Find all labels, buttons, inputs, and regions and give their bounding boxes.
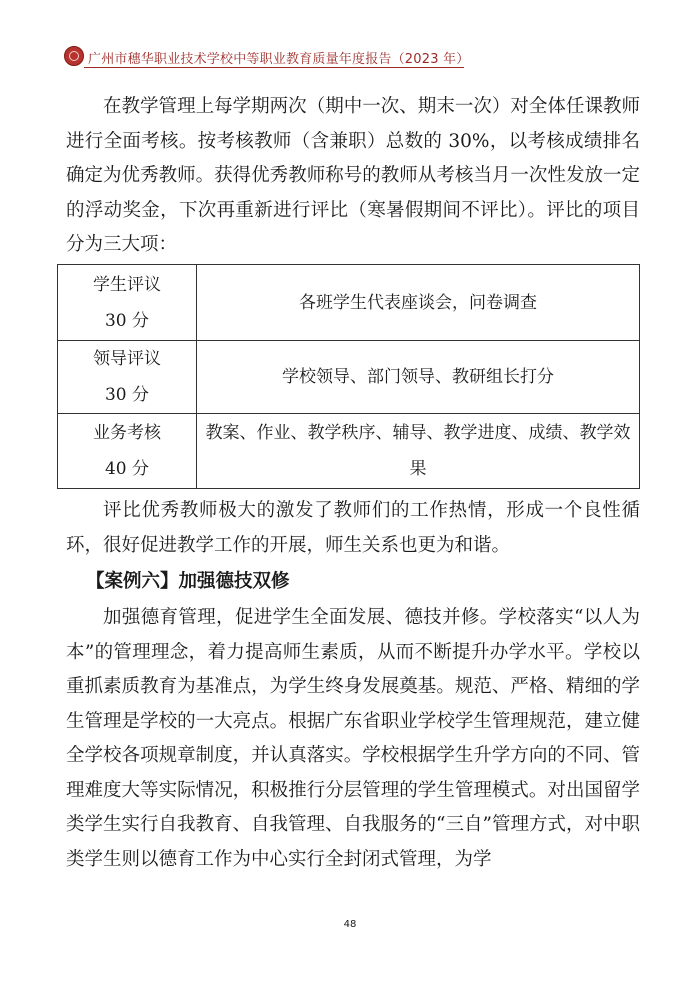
table-item-score: 40 分 xyxy=(104,459,150,479)
table-content-cell: 教案、作业、教学秩序、辅导、教学进度、成绩、教学效果 xyxy=(197,414,640,489)
paragraph-teaching-evaluation: 在教学管理上每学期两次（期中一次、期末一次）对全体任课教师进行全面考核。按考核教师（含兼职）总数的 30%，以考核成绩排名确定为优秀教师。获得优秀教师称号的教师从考核当月一次性发放一定的浮动奖金，下次再重新进行评比（寒暑假期间不评比）。评比的项目分为三大项： xyxy=(66,96,640,255)
table-item-cell xyxy=(58,341,197,414)
table-item-score: 30 分 xyxy=(104,310,150,331)
table-item-name: 领导评议 xyxy=(93,349,161,369)
header-title: 广州市穗华职业技术学校中等职业教育质量年度报告（2023 年） xyxy=(88,52,470,67)
table-item-cell xyxy=(58,265,197,341)
table-row xyxy=(58,265,640,341)
evaluation-table xyxy=(57,264,640,489)
case-title: 【案例六】加强德技双修 xyxy=(86,571,290,592)
table-row xyxy=(58,341,640,414)
table-item-cell xyxy=(58,414,197,489)
paragraph-moral-education: 加强德育管理，促进学生全面发展、德技并修。学校落实“以人为本”的管理理念，着力提高师生素质，从而不断提升办学水平。学校以重抓素质教育为基准点，为学生终身发展奠基。规范、严格、精细的学生管理是学校的一大亮点。根据广东省职业学校学生管理规范，建立健全学校各项规章制度，并认真落实。学校根据学生升学方向的不同、管理难度大等实际情况，积极推行分层管理的学生管理模式。对出国留学类学生实行自我教育、自我管理、自我服务的“三自”管理方式，对中职类学生则以德育工作为中心实行全封闭式管理，为学 xyxy=(66,607,640,870)
header-rule xyxy=(84,67,464,68)
table-content-cell: 学校领导、部门领导、教研组长打分 xyxy=(197,341,640,414)
paragraph-evaluation-effect: 评比优秀教师极大的激发了教师们的工作热情，形成一个良性循环，很好促进教学工作的开展，师生关系也更为和谐。 xyxy=(66,500,640,556)
table-content-cell: 各班学生代表座谈会，问卷调查 xyxy=(197,265,640,341)
page-header xyxy=(64,46,624,70)
table-item-score: 30 分 xyxy=(104,385,150,405)
table-item-name: 业务考核 xyxy=(93,423,161,443)
page-number: 48 xyxy=(343,919,357,930)
table-row xyxy=(58,414,640,489)
school-logo-icon xyxy=(64,46,84,66)
table-item-name: 学生评议 xyxy=(93,274,161,295)
